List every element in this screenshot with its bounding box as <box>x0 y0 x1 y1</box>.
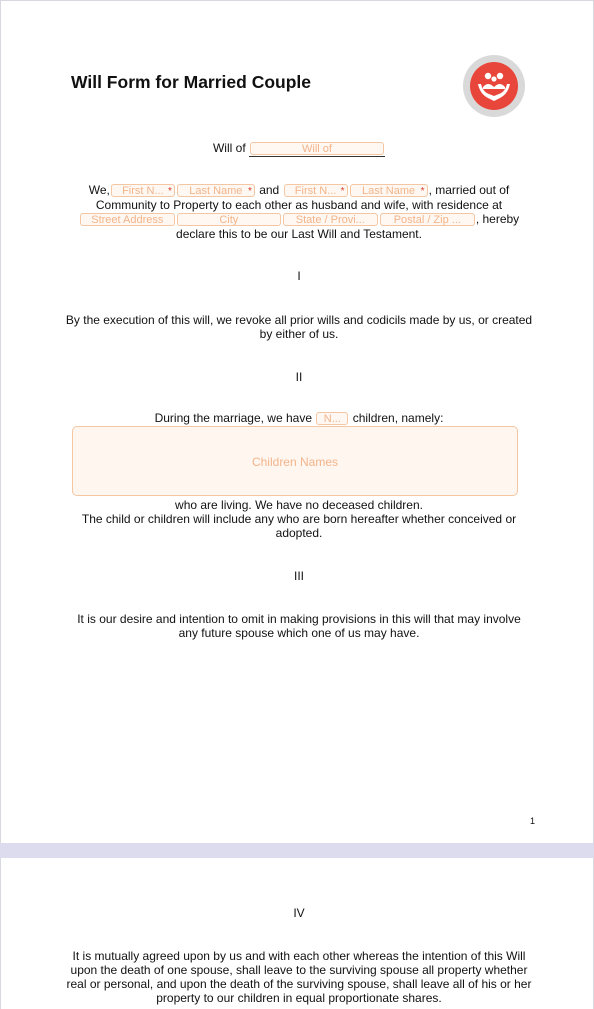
section-4-line-1: It is mutually agreed upon by us and with each other whereas the intention of this Will <box>72 949 526 963</box>
last-name-2-field[interactable]: Last Name * <box>350 184 428 197</box>
children-count-line: During the marriage, we have N... children, namely: <box>154 411 444 426</box>
state-province-field[interactable]: State / Provi... <box>283 213 378 226</box>
document-page-2 <box>0 858 594 1009</box>
section-numeral-iii: III <box>293 569 304 583</box>
document-title: Will Form for Married Couple <box>71 72 311 92</box>
city-field[interactable]: City <box>177 213 281 226</box>
first-name-1-field[interactable]: First N... * <box>111 184 175 197</box>
required-mark: * <box>247 186 252 198</box>
section-2-after-1: who are living. We have no deceased children. <box>175 498 423 512</box>
section-numeral-i: I <box>297 269 301 283</box>
section-3-line-1: It is our desire and intention to omit in making provisions in this will that may involve <box>77 612 521 626</box>
postal-zip-field[interactable]: Postal / Zip ... <box>380 213 475 226</box>
opening-line-1: We, First N... * Last Name * and First N... * Last Name * , married out of <box>88 183 510 198</box>
section-4-line-3: real or personal, and upon the death of the surviving spouse, shall leave all of his or her <box>66 977 532 991</box>
section-numeral-ii: II <box>295 370 303 384</box>
section-2-after-3: adopted. <box>275 526 323 540</box>
section-1-line-2: by either of us. <box>259 327 339 341</box>
children-count-field[interactable]: N... <box>316 412 348 425</box>
page-number: 1 <box>530 816 536 826</box>
children-names-field[interactable]: Children Names <box>72 426 518 496</box>
last-name-1-field[interactable]: Last Name * <box>177 184 255 197</box>
will-of-label: Will of <box>212 141 246 155</box>
section-numeral-iv: IV <box>293 906 305 920</box>
family-care-hands-icon <box>462 54 526 118</box>
opening-line-4: declare this to be our Last Will and Testament. <box>176 227 422 241</box>
section-3-line-2: any future spouse which one of us may have. <box>178 626 420 640</box>
opening-line-3: Street Address City State / Provi... Postal / Zip ... , hereby <box>61 212 537 227</box>
section-4-line-4: property to our children in equal proportionate shares. <box>156 991 442 1005</box>
first-name-2-field[interactable]: First N... * <box>284 184 348 197</box>
required-mark: * <box>167 186 172 198</box>
required-mark: * <box>340 186 345 198</box>
required-mark: * <box>420 186 425 198</box>
will-of-line <box>61 141 537 157</box>
opening-line-2: Community to Property to each other as husband and wife, with residence at <box>95 198 503 212</box>
section-1-line-1: By the execution of this will, we revoke all prior wills and codicils made by us, or created <box>65 313 533 327</box>
will-of-field[interactable]: Will of <box>250 142 384 155</box>
section-2-after-2: The child or children will include any who are born hereafter whether conceived or <box>81 512 517 526</box>
street-address-field[interactable]: Street Address <box>80 213 175 226</box>
section-4-line-2: upon the death of one spouse, shall leave to the surviving spouse all property whether <box>70 963 528 977</box>
